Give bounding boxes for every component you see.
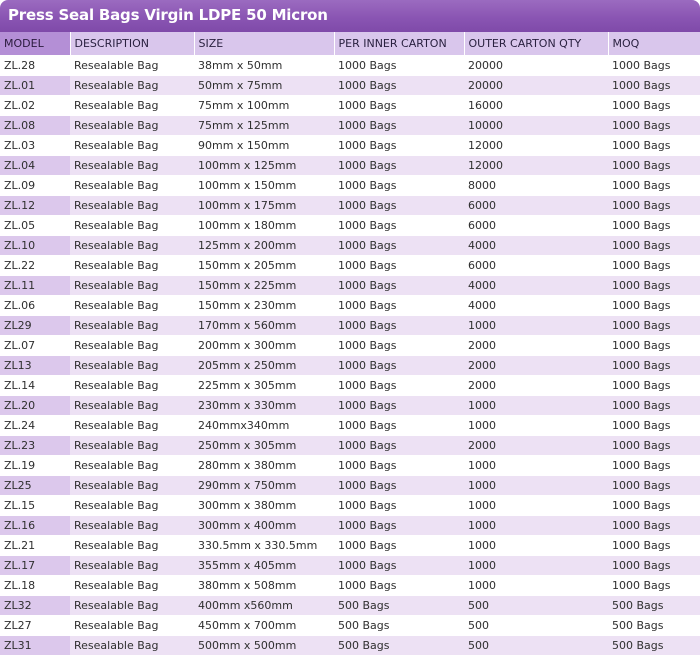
header-outer-carton-qty: OUTER CARTON QTY	[464, 32, 608, 56]
outer-carton-qty-cell: 4000	[464, 276, 608, 296]
description-cell: Resealable Bag	[70, 596, 194, 616]
header-moq: MOQ	[608, 32, 700, 56]
model-cell: ZL.08	[0, 116, 70, 136]
description-cell: Resealable Bag	[70, 276, 194, 296]
moq-cell: 1000 Bags	[608, 76, 700, 96]
description-cell: Resealable Bag	[70, 356, 194, 376]
model-cell: ZL.20	[0, 396, 70, 416]
description-cell: Resealable Bag	[70, 536, 194, 556]
table-row	[0, 436, 700, 456]
moq-cell: 1000 Bags	[608, 356, 700, 376]
size-cell: 100mm x 180mm	[194, 216, 334, 236]
model-cell: ZL.01	[0, 76, 70, 96]
per-inner-carton-cell: 1000 Bags	[334, 456, 464, 476]
description-cell: Resealable Bag	[70, 636, 194, 656]
model-cell: ZL27	[0, 616, 70, 636]
model-cell: ZL25	[0, 476, 70, 496]
per-inner-carton-cell: 1000 Bags	[334, 316, 464, 336]
size-cell: 90mm x 150mm	[194, 136, 334, 156]
per-inner-carton-cell: 1000 Bags	[334, 96, 464, 116]
moq-cell: 1000 Bags	[608, 56, 700, 76]
moq-cell: 1000 Bags	[608, 336, 700, 356]
model-cell: ZL.06	[0, 296, 70, 316]
table-row	[0, 276, 700, 296]
description-cell: Resealable Bag	[70, 176, 194, 196]
moq-cell: 1000 Bags	[608, 516, 700, 536]
model-cell: ZL.28	[0, 56, 70, 76]
description-cell: Resealable Bag	[70, 476, 194, 496]
per-inner-carton-cell: 1000 Bags	[334, 356, 464, 376]
model-cell: ZL.18	[0, 576, 70, 596]
size-cell: 170mm x 560mm	[194, 316, 334, 336]
outer-carton-qty-cell: 16000	[464, 96, 608, 116]
moq-cell: 1000 Bags	[608, 136, 700, 156]
table-row	[0, 156, 700, 176]
table-row	[0, 636, 700, 656]
table-row	[0, 296, 700, 316]
per-inner-carton-cell: 500 Bags	[334, 596, 464, 616]
outer-carton-qty-cell: 20000	[464, 56, 608, 76]
size-cell: 355mm x 405mm	[194, 556, 334, 576]
outer-carton-qty-cell: 12000	[464, 136, 608, 156]
moq-cell: 1000 Bags	[608, 236, 700, 256]
outer-carton-qty-cell: 12000	[464, 156, 608, 176]
table-row	[0, 96, 700, 116]
description-cell: Resealable Bag	[70, 256, 194, 276]
size-cell: 500mm x 500mm	[194, 636, 334, 656]
table-row	[0, 356, 700, 376]
model-cell: ZL.17	[0, 556, 70, 576]
moq-cell: 1000 Bags	[608, 216, 700, 236]
moq-cell: 1000 Bags	[608, 556, 700, 576]
outer-carton-qty-cell: 500	[464, 596, 608, 616]
outer-carton-qty-cell: 2000	[464, 436, 608, 456]
per-inner-carton-cell: 1000 Bags	[334, 216, 464, 236]
outer-carton-qty-cell: 8000	[464, 176, 608, 196]
table-row	[0, 456, 700, 476]
description-cell: Resealable Bag	[70, 316, 194, 336]
moq-cell: 500 Bags	[608, 596, 700, 616]
table-row	[0, 196, 700, 216]
size-cell: 225mm x 305mm	[194, 376, 334, 396]
table-row	[0, 216, 700, 236]
outer-carton-qty-cell: 1000	[464, 516, 608, 536]
model-cell: ZL29	[0, 316, 70, 336]
description-cell: Resealable Bag	[70, 196, 194, 216]
header-per-inner-carton: PER INNER CARTON	[334, 32, 464, 56]
outer-carton-qty-cell: 4000	[464, 296, 608, 316]
description-cell: Resealable Bag	[70, 236, 194, 256]
table-row	[0, 376, 700, 396]
model-cell: ZL.04	[0, 156, 70, 176]
moq-cell: 1000 Bags	[608, 276, 700, 296]
outer-carton-qty-cell: 1000	[464, 416, 608, 436]
moq-cell: 1000 Bags	[608, 496, 700, 516]
header-row	[0, 32, 700, 56]
per-inner-carton-cell: 1000 Bags	[334, 576, 464, 596]
description-cell: Resealable Bag	[70, 116, 194, 136]
size-cell: 300mm x 380mm	[194, 496, 334, 516]
size-cell: 290mm x 750mm	[194, 476, 334, 496]
outer-carton-qty-cell: 1000	[464, 396, 608, 416]
description-cell: Resealable Bag	[70, 76, 194, 96]
size-cell: 205mm x 250mm	[194, 356, 334, 376]
table-row	[0, 56, 700, 76]
moq-cell: 1000 Bags	[608, 376, 700, 396]
per-inner-carton-cell: 1000 Bags	[334, 556, 464, 576]
description-cell: Resealable Bag	[70, 376, 194, 396]
model-cell: ZL31	[0, 636, 70, 656]
description-cell: Resealable Bag	[70, 156, 194, 176]
size-cell: 75mm x 125mm	[194, 116, 334, 136]
outer-carton-qty-cell: 1000	[464, 496, 608, 516]
moq-cell: 1000 Bags	[608, 96, 700, 116]
model-cell: ZL.09	[0, 176, 70, 196]
moq-cell: 1000 Bags	[608, 316, 700, 336]
model-cell: ZL.14	[0, 376, 70, 396]
header-model: MODEL	[0, 32, 70, 56]
model-cell: ZL.23	[0, 436, 70, 456]
per-inner-carton-cell: 1000 Bags	[334, 156, 464, 176]
size-cell: 240mmx340mm	[194, 416, 334, 436]
outer-carton-qty-cell: 2000	[464, 336, 608, 356]
model-cell: ZL.10	[0, 236, 70, 256]
moq-cell: 1000 Bags	[608, 196, 700, 216]
size-cell: 100mm x 175mm	[194, 196, 334, 216]
per-inner-carton-cell: 1000 Bags	[334, 436, 464, 456]
model-cell: ZL.16	[0, 516, 70, 536]
per-inner-carton-cell: 1000 Bags	[334, 396, 464, 416]
table-row	[0, 236, 700, 256]
moq-cell: 1000 Bags	[608, 296, 700, 316]
size-cell: 100mm x 150mm	[194, 176, 334, 196]
size-cell: 250mm x 305mm	[194, 436, 334, 456]
outer-carton-qty-cell: 1000	[464, 316, 608, 336]
outer-carton-qty-cell: 500	[464, 616, 608, 636]
outer-carton-qty-cell: 500	[464, 636, 608, 656]
description-cell: Resealable Bag	[70, 216, 194, 236]
product-table	[0, 32, 700, 656]
size-cell: 150mm x 230mm	[194, 296, 334, 316]
table-title: Press Seal Bags Virgin LDPE 50 Micron	[0, 0, 700, 32]
description-cell: Resealable Bag	[70, 96, 194, 116]
table-row	[0, 136, 700, 156]
table-row	[0, 416, 700, 436]
outer-carton-qty-cell: 20000	[464, 76, 608, 96]
table-row	[0, 76, 700, 96]
per-inner-carton-cell: 1000 Bags	[334, 476, 464, 496]
size-cell: 380mm x 508mm	[194, 576, 334, 596]
model-cell: ZL.15	[0, 496, 70, 516]
description-cell: Resealable Bag	[70, 336, 194, 356]
moq-cell: 1000 Bags	[608, 436, 700, 456]
table-row	[0, 476, 700, 496]
description-cell: Resealable Bag	[70, 516, 194, 536]
size-cell: 150mm x 205mm	[194, 256, 334, 276]
outer-carton-qty-cell: 1000	[464, 576, 608, 596]
table-row	[0, 616, 700, 636]
table-row	[0, 116, 700, 136]
table-row	[0, 396, 700, 416]
description-cell: Resealable Bag	[70, 556, 194, 576]
moq-cell: 1000 Bags	[608, 416, 700, 436]
table-header	[0, 32, 700, 56]
model-cell: ZL.21	[0, 536, 70, 556]
per-inner-carton-cell: 1000 Bags	[334, 376, 464, 396]
model-cell: ZL.07	[0, 336, 70, 356]
size-cell: 125mm x 200mm	[194, 236, 334, 256]
description-cell: Resealable Bag	[70, 436, 194, 456]
per-inner-carton-cell: 500 Bags	[334, 616, 464, 636]
table-row	[0, 496, 700, 516]
per-inner-carton-cell: 1000 Bags	[334, 56, 464, 76]
table-row	[0, 576, 700, 596]
header-description: DESCRIPTION	[70, 32, 194, 56]
table-row	[0, 516, 700, 536]
per-inner-carton-cell: 1000 Bags	[334, 236, 464, 256]
model-cell: ZL.02	[0, 96, 70, 116]
moq-cell: 1000 Bags	[608, 156, 700, 176]
table-row	[0, 336, 700, 356]
per-inner-carton-cell: 500 Bags	[334, 636, 464, 656]
description-cell: Resealable Bag	[70, 616, 194, 636]
outer-carton-qty-cell: 1000	[464, 456, 608, 476]
outer-carton-qty-cell: 2000	[464, 376, 608, 396]
size-cell: 50mm x 75mm	[194, 76, 334, 96]
per-inner-carton-cell: 1000 Bags	[334, 136, 464, 156]
outer-carton-qty-cell: 10000	[464, 116, 608, 136]
moq-cell: 1000 Bags	[608, 396, 700, 416]
moq-cell: 1000 Bags	[608, 116, 700, 136]
table-row	[0, 176, 700, 196]
per-inner-carton-cell: 1000 Bags	[334, 496, 464, 516]
description-cell: Resealable Bag	[70, 396, 194, 416]
per-inner-carton-cell: 1000 Bags	[334, 116, 464, 136]
per-inner-carton-cell: 1000 Bags	[334, 76, 464, 96]
model-cell: ZL.22	[0, 256, 70, 276]
per-inner-carton-cell: 1000 Bags	[334, 256, 464, 276]
model-cell: ZL.12	[0, 196, 70, 216]
model-cell: ZL13	[0, 356, 70, 376]
outer-carton-qty-cell: 2000	[464, 356, 608, 376]
moq-cell: 1000 Bags	[608, 456, 700, 476]
moq-cell: 1000 Bags	[608, 576, 700, 596]
model-cell: ZL.05	[0, 216, 70, 236]
model-cell: ZL32	[0, 596, 70, 616]
per-inner-carton-cell: 1000 Bags	[334, 276, 464, 296]
header-size: SIZE	[194, 32, 334, 56]
per-inner-carton-cell: 1000 Bags	[334, 296, 464, 316]
per-inner-carton-cell: 1000 Bags	[334, 516, 464, 536]
table-row	[0, 596, 700, 616]
description-cell: Resealable Bag	[70, 296, 194, 316]
table-row	[0, 256, 700, 276]
outer-carton-qty-cell: 4000	[464, 236, 608, 256]
size-cell: 200mm x 300mm	[194, 336, 334, 356]
description-cell: Resealable Bag	[70, 136, 194, 156]
size-cell: 75mm x 100mm	[194, 96, 334, 116]
table-body	[0, 56, 700, 656]
size-cell: 330.5mm x 330.5mm	[194, 536, 334, 556]
size-cell: 150mm x 225mm	[194, 276, 334, 296]
description-cell: Resealable Bag	[70, 456, 194, 476]
outer-carton-qty-cell: 1000	[464, 476, 608, 496]
outer-carton-qty-cell: 6000	[464, 196, 608, 216]
per-inner-carton-cell: 1000 Bags	[334, 176, 464, 196]
moq-cell: 1000 Bags	[608, 176, 700, 196]
per-inner-carton-cell: 1000 Bags	[334, 196, 464, 216]
table-row	[0, 316, 700, 336]
size-cell: 100mm x 125mm	[194, 156, 334, 176]
per-inner-carton-cell: 1000 Bags	[334, 336, 464, 356]
size-cell: 280mm x 380mm	[194, 456, 334, 476]
description-cell: Resealable Bag	[70, 576, 194, 596]
description-cell: Resealable Bag	[70, 416, 194, 436]
description-cell: Resealable Bag	[70, 496, 194, 516]
per-inner-carton-cell: 1000 Bags	[334, 536, 464, 556]
description-cell: Resealable Bag	[70, 56, 194, 76]
outer-carton-qty-cell: 6000	[464, 256, 608, 276]
moq-cell: 1000 Bags	[608, 256, 700, 276]
moq-cell: 1000 Bags	[608, 536, 700, 556]
per-inner-carton-cell: 1000 Bags	[334, 416, 464, 436]
size-cell: 38mm x 50mm	[194, 56, 334, 76]
outer-carton-qty-cell: 1000	[464, 556, 608, 576]
size-cell: 230mm x 330mm	[194, 396, 334, 416]
size-cell: 300mm x 400mm	[194, 516, 334, 536]
model-cell: ZL.19	[0, 456, 70, 476]
moq-cell: 500 Bags	[608, 636, 700, 656]
outer-carton-qty-cell: 6000	[464, 216, 608, 236]
outer-carton-qty-cell: 1000	[464, 536, 608, 556]
size-cell: 450mm x 700mm	[194, 616, 334, 636]
model-cell: ZL.03	[0, 136, 70, 156]
moq-cell: 1000 Bags	[608, 476, 700, 496]
model-cell: ZL.11	[0, 276, 70, 296]
model-cell: ZL.24	[0, 416, 70, 436]
size-cell: 400mm x560mm	[194, 596, 334, 616]
table-row	[0, 536, 700, 556]
table-row	[0, 556, 700, 576]
moq-cell: 500 Bags	[608, 616, 700, 636]
